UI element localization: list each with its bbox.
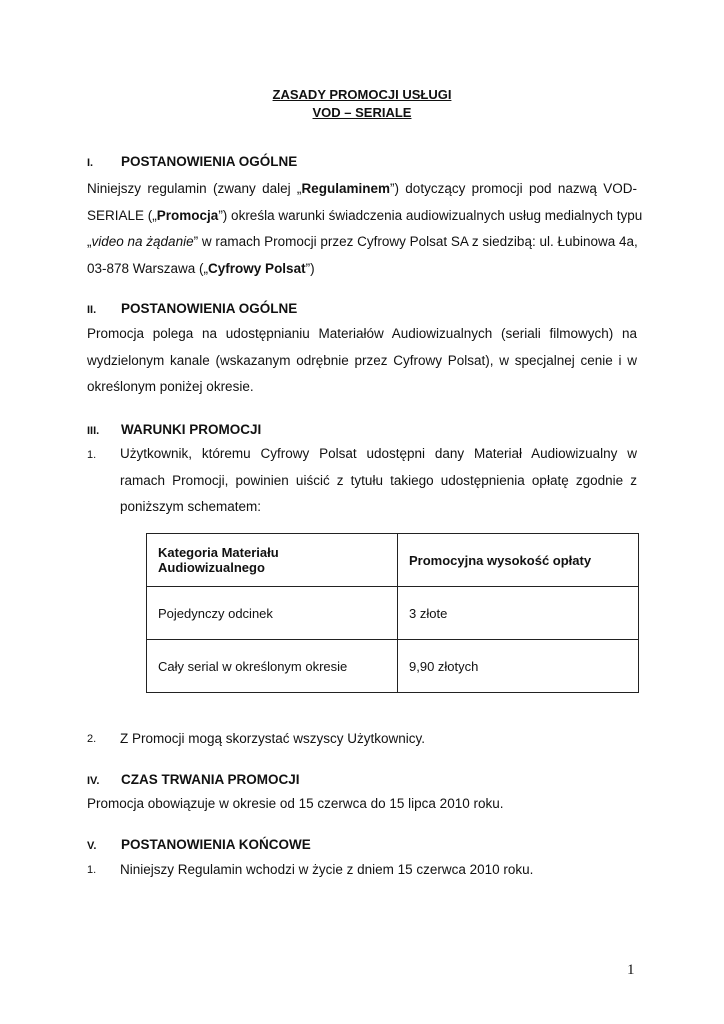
paragraph-line: wydzielonym kanale (wskazanym odrębnie przez Cyfrowy Polsat), w specjalnej cenie i w — [87, 352, 637, 368]
list-item-line: Z Promocji mogą skorzystać wszyscy Użytkownicy. — [120, 731, 426, 746]
page-number: 1 — [627, 962, 635, 978]
section-paragraph — [87, 791, 637, 818]
list-item-number: 1. — [87, 449, 97, 461]
section-paragraph — [87, 321, 637, 401]
bold-term: Regulaminem — [301, 181, 390, 196]
section-number: V. — [87, 840, 97, 852]
paragraph-line: Promocja obowiązuje w okresie od 15 czerwca do 15 lipca 2010 roku. — [87, 796, 504, 811]
section-paragraph — [87, 176, 643, 282]
document-subtitle: VOD – SERIALE — [312, 105, 412, 120]
section-number: IV. — [87, 775, 100, 787]
list-item-number: 2. — [87, 733, 97, 745]
list-item-line: Niniejszy Regulamin wchodzi w życie z dniem 15 czerwca 2010 roku. — [120, 862, 534, 877]
bold-term: Cyfrowy Polsat — [208, 260, 306, 276]
list-item-text — [120, 726, 637, 753]
section-heading — [87, 422, 261, 437]
list-item-line: Użytkownik, któremu Cyfrowy Polsat udostępni dany Materiał Audiowizualny w — [120, 446, 637, 461]
table-cell: Cały serial w określonym okresie — [147, 640, 398, 693]
section-title: POSTANOWIENIA OGÓLNE — [121, 154, 298, 169]
section-heading — [87, 837, 311, 852]
table-cell: Pojedynczy odcinek — [147, 587, 398, 640]
section-title: CZAS TRWANIA PROMOCJI — [121, 772, 300, 787]
section-number: II. — [87, 304, 97, 316]
list-item-line: poniższym schematem: — [120, 499, 262, 514]
document-title: ZASADY PROMOCJI USŁUGI — [272, 87, 452, 102]
paragraph-line: „video na żądanie” w ramach Promocji przez Cyfrowy Polsat SA z siedzibą: ul. Łubinowa 4a, — [87, 234, 638, 249]
list-item-text — [120, 857, 637, 884]
section-heading — [87, 154, 297, 169]
italic-term: video na żądanie — [91, 234, 194, 249]
table-cell: 9,90 złotych — [398, 640, 639, 693]
table-cell: 3 złote — [398, 587, 639, 640]
fee-table — [146, 533, 639, 693]
paragraph-line: 03-878 Warszawa („Cyfrowy Polsat”) — [87, 260, 315, 276]
list-item-number: 1. — [87, 864, 97, 876]
bold-term: Promocja — [156, 207, 219, 223]
table-header-cell: Promocyjna wysokość opłaty — [398, 534, 639, 587]
paragraph-line: Niniejszy regulamin (zwany dalej „Regulaminem”) dotyczący promocji pod nazwą VOD- — [87, 181, 637, 196]
table-header-row — [147, 534, 639, 587]
section-number: I. — [87, 157, 94, 169]
section-title: POSTANOWIENIA OGÓLNE — [121, 301, 298, 316]
table-row — [147, 640, 639, 693]
table-header-cell: Kategoria Materiału Audiowizualnego — [147, 534, 398, 587]
table-row — [147, 587, 639, 640]
paragraph-line: SERIALE („Promocja”) określa warunki świadczenia audiowizualnych usług medialnych typu — [87, 207, 643, 223]
section-title: POSTANOWIENIA KOŃCOWE — [121, 837, 311, 852]
section-heading — [87, 301, 297, 316]
list-item-text — [120, 441, 637, 521]
list-item-line: ramach Promocji, powinien uiścić z tytułu takiego udostępnienia opłatę zgodnie z — [120, 472, 637, 488]
section-title: WARUNKI PROMOCJI — [121, 422, 262, 437]
section-heading — [87, 772, 300, 787]
paragraph-line: Promocja polega na udostępnianiu Materiałów Audiowizualnych (seriali filmowych) na — [87, 326, 637, 341]
paragraph-line: określonym poniżej okresie. — [87, 379, 254, 394]
section-number: III. — [87, 425, 100, 437]
